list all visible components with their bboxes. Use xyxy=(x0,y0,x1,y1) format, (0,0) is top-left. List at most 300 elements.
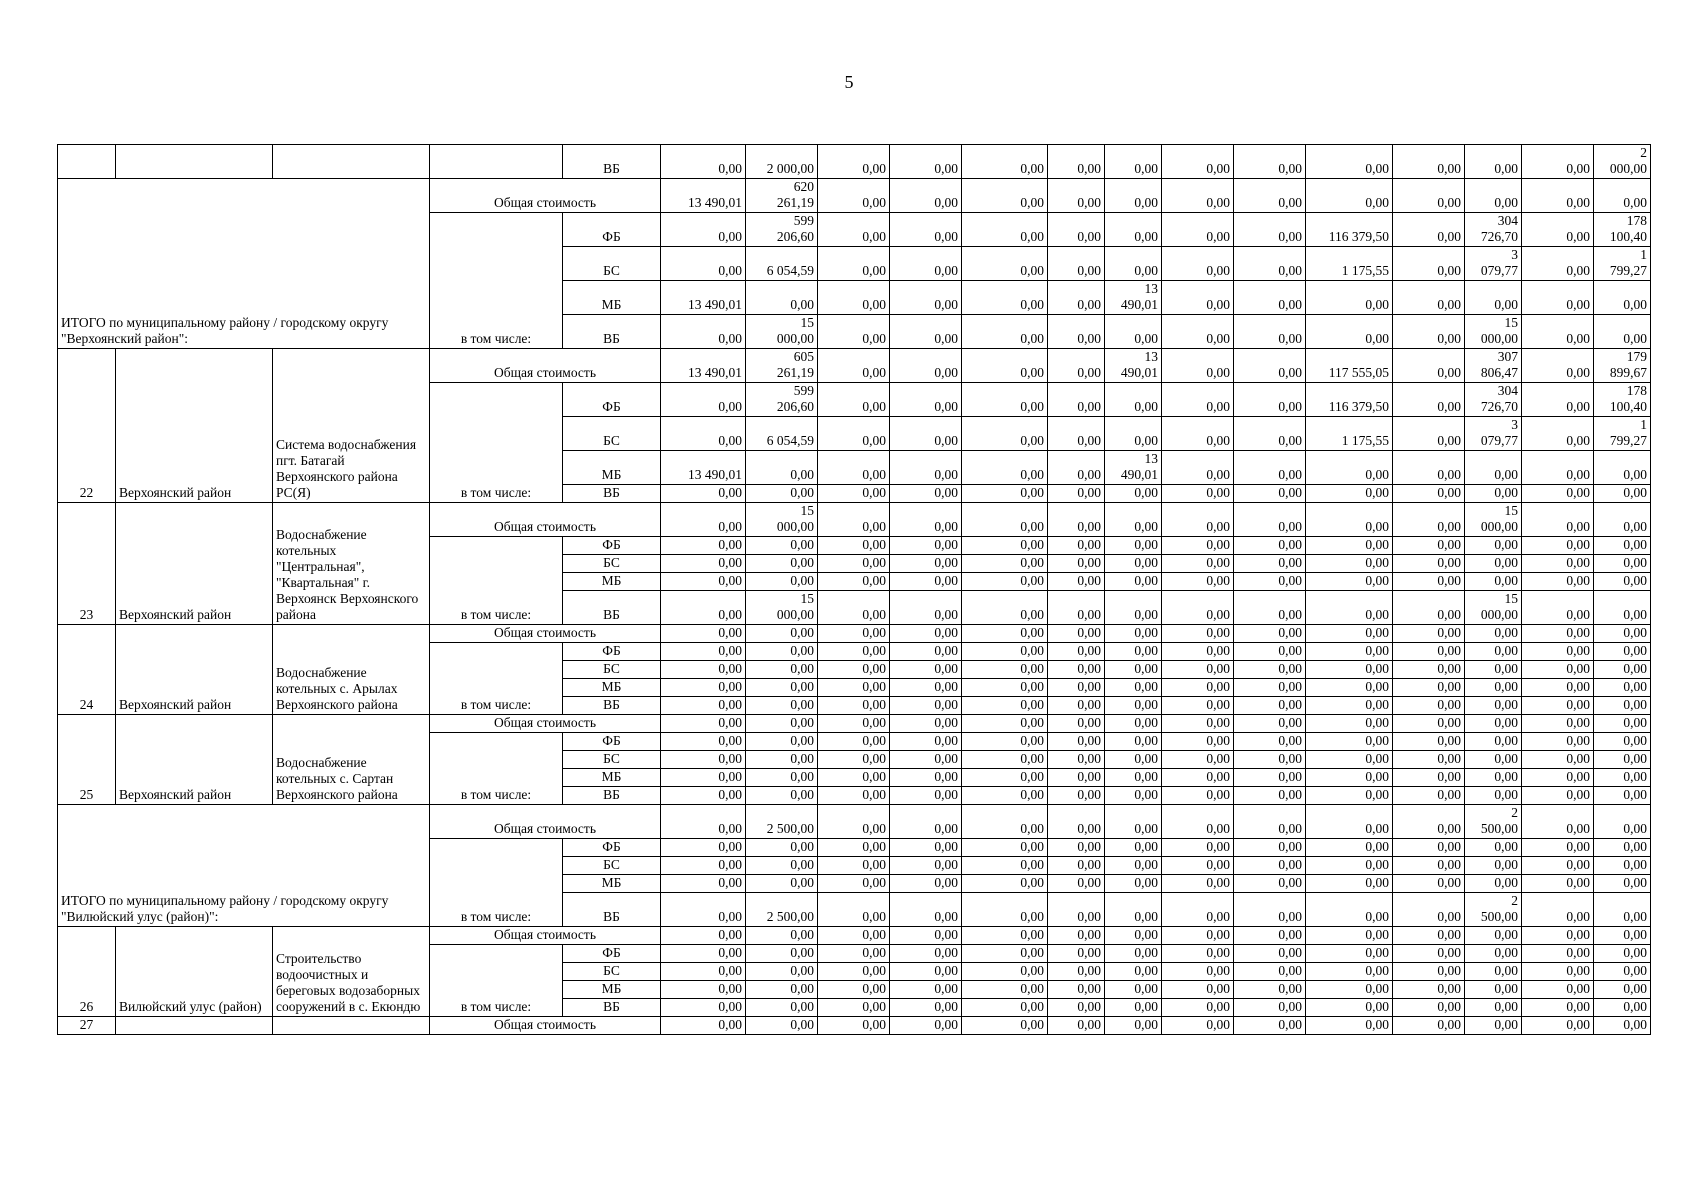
value-cell: 0,00 xyxy=(1105,857,1162,875)
value-cell: 0,00 xyxy=(1522,451,1594,485)
value-cell: 0,00 xyxy=(1594,281,1651,315)
value-cell: 0,00 xyxy=(1393,697,1465,715)
value-cell: 0,00 xyxy=(890,537,962,555)
value-cell: 0,00 xyxy=(1048,451,1105,485)
value-cell: 0,00 xyxy=(746,999,818,1017)
value-cell: 0,00 xyxy=(1048,179,1105,213)
value-cell: 0,00 xyxy=(890,751,962,769)
fund-type-label: ВБ xyxy=(563,485,661,503)
value-cell: 0,00 xyxy=(890,875,962,893)
value-cell: 0,00 xyxy=(1306,625,1393,643)
value-cell: 0,00 xyxy=(746,451,818,485)
value-cell: 304 726,70 xyxy=(1465,213,1522,247)
value-cell: 0,00 xyxy=(746,769,818,787)
value-cell: 0,00 xyxy=(1393,213,1465,247)
row-number xyxy=(58,145,116,179)
including-label: в том числе: xyxy=(430,213,563,349)
value-cell: 0,00 xyxy=(890,643,962,661)
total-cost-label: Общая стоимость xyxy=(430,503,661,537)
value-cell: 0,00 xyxy=(1105,417,1162,451)
value-cell: 0,00 xyxy=(746,281,818,315)
value-cell: 0,00 xyxy=(1393,145,1465,179)
value-cell: 0,00 xyxy=(1048,281,1105,315)
value-cell: 0,00 xyxy=(1522,945,1594,963)
value-cell: 0,00 xyxy=(818,927,890,945)
value-cell: 0,00 xyxy=(890,625,962,643)
value-cell: 0,00 xyxy=(1522,875,1594,893)
value-cell: 0,00 xyxy=(1306,805,1393,839)
value-cell: 0,00 xyxy=(1105,625,1162,643)
value-cell: 0,00 xyxy=(962,733,1048,751)
fund-type-label: ВБ xyxy=(563,787,661,805)
value-cell: 0,00 xyxy=(890,485,962,503)
value-cell: 0,00 xyxy=(1162,247,1234,281)
value-cell: 0,00 xyxy=(1465,875,1522,893)
value-cell: 0,00 xyxy=(890,839,962,857)
value-cell: 0,00 xyxy=(890,349,962,383)
value-cell: 0,00 xyxy=(1162,573,1234,591)
value-cell: 0,00 xyxy=(1393,981,1465,999)
value-cell: 0,00 xyxy=(1234,179,1306,213)
value-cell: 0,00 xyxy=(1162,281,1234,315)
value-cell: 0,00 xyxy=(818,661,890,679)
value-cell: 0,00 xyxy=(1393,281,1465,315)
value-cell: 0,00 xyxy=(890,315,962,349)
value-cell: 0,00 xyxy=(1306,945,1393,963)
value-cell: 0,00 xyxy=(1465,927,1522,945)
value-cell: 0,00 xyxy=(890,661,962,679)
value-cell: 0,00 xyxy=(1393,179,1465,213)
value-cell: 0,00 xyxy=(818,715,890,733)
value-cell: 0,00 xyxy=(1522,839,1594,857)
value-cell: 0,00 xyxy=(818,503,890,537)
district-name xyxy=(116,1017,273,1035)
value-cell: 0,00 xyxy=(818,145,890,179)
value-cell: 0,00 xyxy=(661,839,746,857)
value-cell: 0,00 xyxy=(1234,625,1306,643)
value-cell: 0,00 xyxy=(1522,179,1594,213)
value-cell: 0,00 xyxy=(1465,145,1522,179)
value-cell: 0,00 xyxy=(890,857,962,875)
value-cell: 0,00 xyxy=(1162,679,1234,697)
value-cell: 0,00 xyxy=(1465,981,1522,999)
value-cell: 0,00 xyxy=(962,661,1048,679)
value-cell: 0,00 xyxy=(962,769,1048,787)
value-cell: 0,00 xyxy=(1234,281,1306,315)
value-cell: 0,00 xyxy=(1465,643,1522,661)
value-cell: 0,00 xyxy=(1162,981,1234,999)
fund-type-label: МБ xyxy=(563,451,661,485)
value-cell: 0,00 xyxy=(746,927,818,945)
value-cell: 0,00 xyxy=(962,839,1048,857)
value-cell: 15 000,00 xyxy=(746,591,818,625)
value-cell: 0,00 xyxy=(890,679,962,697)
value-cell: 0,00 xyxy=(1162,893,1234,927)
value-cell: 0,00 xyxy=(1465,451,1522,485)
value-cell: 13 490,01 xyxy=(661,451,746,485)
value-cell: 0,00 xyxy=(1306,751,1393,769)
table-row xyxy=(58,625,1651,643)
value-cell: 0,00 xyxy=(1234,145,1306,179)
value-cell: 0,00 xyxy=(818,733,890,751)
value-cell: 0,00 xyxy=(890,503,962,537)
value-cell: 0,00 xyxy=(1594,315,1651,349)
value-cell: 0,00 xyxy=(818,679,890,697)
value-cell: 0,00 xyxy=(1234,213,1306,247)
value-cell: 0,00 xyxy=(1105,679,1162,697)
value-cell: 0,00 xyxy=(1105,733,1162,751)
value-cell: 0,00 xyxy=(746,625,818,643)
value-cell: 0,00 xyxy=(1234,769,1306,787)
value-cell: 0,00 xyxy=(818,857,890,875)
value-cell: 0,00 xyxy=(1105,1017,1162,1035)
value-cell: 0,00 xyxy=(661,485,746,503)
value-cell: 0,00 xyxy=(1048,145,1105,179)
value-cell: 0,00 xyxy=(661,383,746,417)
value-cell: 3 079,77 xyxy=(1465,417,1522,451)
value-cell: 0,00 xyxy=(818,893,890,927)
value-cell: 0,00 xyxy=(1393,661,1465,679)
including-label: в том числе: xyxy=(430,537,563,625)
row-number: 25 xyxy=(58,715,116,805)
value-cell: 0,00 xyxy=(1522,625,1594,643)
fund-type-label: ВБ xyxy=(563,145,661,179)
value-cell: 0,00 xyxy=(661,945,746,963)
value-cell: 605 261,19 xyxy=(746,349,818,383)
value-cell: 0,00 xyxy=(818,1017,890,1035)
value-cell: 0,00 xyxy=(1393,315,1465,349)
value-cell: 0,00 xyxy=(1048,661,1105,679)
value-cell: 0,00 xyxy=(1306,893,1393,927)
value-cell: 0,00 xyxy=(1162,751,1234,769)
value-cell: 0,00 xyxy=(1105,179,1162,213)
value-cell: 0,00 xyxy=(1522,247,1594,281)
value-cell: 0,00 xyxy=(1162,213,1234,247)
value-cell: 0,00 xyxy=(890,213,962,247)
value-cell: 0,00 xyxy=(661,679,746,697)
value-cell: 0,00 xyxy=(1048,537,1105,555)
value-cell: 0,00 xyxy=(1048,769,1105,787)
value-cell: 0,00 xyxy=(1234,417,1306,451)
value-cell: 2 000,00 xyxy=(1594,145,1651,179)
value-cell: 0,00 xyxy=(818,485,890,503)
value-cell: 0,00 xyxy=(661,751,746,769)
value-cell: 0,00 xyxy=(890,787,962,805)
value-cell: 0,00 xyxy=(1048,787,1105,805)
value-cell: 0,00 xyxy=(1465,555,1522,573)
value-cell: 0,00 xyxy=(1048,417,1105,451)
value-cell: 0,00 xyxy=(1048,679,1105,697)
value-cell: 0,00 xyxy=(1594,451,1651,485)
page-number: 5 xyxy=(844,72,854,92)
value-cell: 0,00 xyxy=(661,573,746,591)
value-cell: 0,00 xyxy=(1522,715,1594,733)
value-cell: 0,00 xyxy=(746,715,818,733)
value-cell: 0,00 xyxy=(1162,315,1234,349)
value-cell: 0,00 xyxy=(890,1017,962,1035)
value-cell: 0,00 xyxy=(661,417,746,451)
fund-type-label: ВБ xyxy=(563,697,661,715)
value-cell: 178 100,40 xyxy=(1594,383,1651,417)
value-cell: 0,00 xyxy=(1522,999,1594,1017)
value-cell: 0,00 xyxy=(1162,715,1234,733)
value-cell: 0,00 xyxy=(1393,999,1465,1017)
value-cell: 0,00 xyxy=(1234,875,1306,893)
value-cell: 0,00 xyxy=(661,769,746,787)
value-cell: 0,00 xyxy=(1594,787,1651,805)
total-cost-label: Общая стоимость xyxy=(430,625,661,643)
district-name xyxy=(116,145,273,179)
value-cell: 0,00 xyxy=(746,839,818,857)
fund-type-label: МБ xyxy=(563,769,661,787)
value-cell: 0,00 xyxy=(1393,927,1465,945)
row-number: 26 xyxy=(58,927,116,1017)
value-cell: 0,00 xyxy=(746,787,818,805)
value-cell: 0,00 xyxy=(1393,805,1465,839)
value-cell: 0,00 xyxy=(1306,715,1393,733)
value-cell: 0,00 xyxy=(962,573,1048,591)
fund-type-label: МБ xyxy=(563,281,661,315)
value-cell: 0,00 xyxy=(661,315,746,349)
value-cell: 0,00 xyxy=(1393,643,1465,661)
value-cell: 0,00 xyxy=(962,893,1048,927)
value-cell: 0,00 xyxy=(1594,893,1651,927)
value-cell: 0,00 xyxy=(1162,625,1234,643)
value-cell: 0,00 xyxy=(746,733,818,751)
value-cell: 0,00 xyxy=(1234,787,1306,805)
value-cell: 15 000,00 xyxy=(1465,503,1522,537)
value-cell: 0,00 xyxy=(962,451,1048,485)
total-cost-label: Общая стоимость xyxy=(430,715,661,733)
value-cell: 0,00 xyxy=(661,999,746,1017)
value-cell: 0,00 xyxy=(1105,383,1162,417)
value-cell: 0,00 xyxy=(1522,733,1594,751)
value-cell: 0,00 xyxy=(818,981,890,999)
district-name: Верхоянский район xyxy=(116,503,273,625)
value-cell: 0,00 xyxy=(661,537,746,555)
value-cell: 0,00 xyxy=(1393,503,1465,537)
value-cell: 0,00 xyxy=(1234,383,1306,417)
value-cell: 0,00 xyxy=(1465,281,1522,315)
value-cell: 0,00 xyxy=(661,661,746,679)
value-cell: 0,00 xyxy=(818,349,890,383)
value-cell: 0,00 xyxy=(1465,573,1522,591)
value-cell: 0,00 xyxy=(1048,485,1105,503)
total-label: ИТОГО по муниципальному району / городскому округу "Вилюйский улус (район)": xyxy=(58,805,430,927)
value-cell: 0,00 xyxy=(1522,751,1594,769)
value-cell: 0,00 xyxy=(818,573,890,591)
value-cell: 0,00 xyxy=(1048,857,1105,875)
value-cell: 0,00 xyxy=(1522,661,1594,679)
value-cell: 0,00 xyxy=(661,145,746,179)
value-cell: 0,00 xyxy=(1048,503,1105,537)
fund-type-label: БС xyxy=(563,751,661,769)
value-cell: 0,00 xyxy=(818,945,890,963)
fund-type-label: ФБ xyxy=(563,733,661,751)
value-cell: 0,00 xyxy=(1306,643,1393,661)
value-cell: 6 054,59 xyxy=(746,417,818,451)
value-cell: 0,00 xyxy=(1162,383,1234,417)
total-cost-label: Общая стоимость xyxy=(430,1017,661,1035)
value-cell: 0,00 xyxy=(1105,927,1162,945)
row-number: 23 xyxy=(58,503,116,625)
value-cell: 1 175,55 xyxy=(1306,247,1393,281)
value-cell: 2 000,00 xyxy=(746,145,818,179)
value-cell: 0,00 xyxy=(1522,573,1594,591)
value-cell: 0,00 xyxy=(890,383,962,417)
value-cell: 0,00 xyxy=(1594,179,1651,213)
value-cell: 0,00 xyxy=(1048,573,1105,591)
value-cell: 0,00 xyxy=(962,145,1048,179)
value-cell: 0,00 xyxy=(746,963,818,981)
value-cell: 0,00 xyxy=(1306,573,1393,591)
value-cell: 0,00 xyxy=(890,805,962,839)
value-cell: 0,00 xyxy=(1234,503,1306,537)
value-cell: 0,00 xyxy=(1234,661,1306,679)
fund-type-label: ФБ xyxy=(563,213,661,247)
value-cell: 0,00 xyxy=(962,537,1048,555)
fund-type-label: ФБ xyxy=(563,945,661,963)
value-cell: 0,00 xyxy=(661,247,746,281)
value-cell: 2 500,00 xyxy=(1465,893,1522,927)
value-cell: 0,00 xyxy=(1594,573,1651,591)
value-cell: 0,00 xyxy=(1465,715,1522,733)
value-cell: 0,00 xyxy=(1306,555,1393,573)
value-cell: 0,00 xyxy=(1393,769,1465,787)
value-cell: 0,00 xyxy=(1234,981,1306,999)
value-cell: 0,00 xyxy=(1594,485,1651,503)
value-cell: 0,00 xyxy=(890,981,962,999)
value-cell: 0,00 xyxy=(661,733,746,751)
value-cell: 0,00 xyxy=(1393,555,1465,573)
value-cell: 0,00 xyxy=(746,661,818,679)
value-cell: 1 799,27 xyxy=(1594,247,1651,281)
value-cell: 0,00 xyxy=(1162,733,1234,751)
value-cell: 0,00 xyxy=(1522,697,1594,715)
value-cell: 0,00 xyxy=(1162,875,1234,893)
value-cell: 0,00 xyxy=(962,715,1048,733)
value-cell: 0,00 xyxy=(1393,875,1465,893)
value-cell: 0,00 xyxy=(661,981,746,999)
value-cell: 0,00 xyxy=(962,981,1048,999)
value-cell: 0,00 xyxy=(1522,383,1594,417)
table-row xyxy=(58,1017,1651,1035)
value-cell: 0,00 xyxy=(1522,417,1594,451)
value-cell: 0,00 xyxy=(818,315,890,349)
value-cell: 0,00 xyxy=(661,697,746,715)
value-cell: 0,00 xyxy=(746,875,818,893)
value-cell: 0,00 xyxy=(1306,281,1393,315)
value-cell: 0,00 xyxy=(1522,349,1594,383)
value-cell: 0,00 xyxy=(1105,981,1162,999)
value-cell: 0,00 xyxy=(890,573,962,591)
value-cell: 0,00 xyxy=(1234,945,1306,963)
value-cell: 2 500,00 xyxy=(1465,805,1522,839)
value-cell: 0,00 xyxy=(661,555,746,573)
value-cell: 0,00 xyxy=(1306,503,1393,537)
fund-type-label: ВБ xyxy=(563,591,661,625)
value-cell: 0,00 xyxy=(1393,751,1465,769)
value-cell: 13 490,01 xyxy=(661,179,746,213)
value-cell: 0,00 xyxy=(1162,537,1234,555)
value-cell: 0,00 xyxy=(1465,733,1522,751)
value-cell: 0,00 xyxy=(746,555,818,573)
table-row xyxy=(58,145,1651,179)
value-cell: 0,00 xyxy=(1234,963,1306,981)
value-cell: 0,00 xyxy=(1105,839,1162,857)
value-cell: 0,00 xyxy=(1594,769,1651,787)
value-cell: 0,00 xyxy=(1522,643,1594,661)
value-cell: 0,00 xyxy=(1465,945,1522,963)
value-cell: 0,00 xyxy=(1162,697,1234,715)
value-cell: 0,00 xyxy=(1306,981,1393,999)
object-name: Система водоснабжения пгт. Батагай Верхоянского района РС(Я) xyxy=(273,349,430,503)
value-cell: 0,00 xyxy=(661,213,746,247)
district-name: Верхоянский район xyxy=(116,349,273,503)
value-cell: 0,00 xyxy=(1234,999,1306,1017)
value-cell: 0,00 xyxy=(1465,787,1522,805)
value-cell: 304 726,70 xyxy=(1465,383,1522,417)
value-cell: 0,00 xyxy=(1048,555,1105,573)
value-cell: 0,00 xyxy=(1306,537,1393,555)
value-cell: 0,00 xyxy=(890,247,962,281)
value-cell: 0,00 xyxy=(1048,751,1105,769)
value-cell: 0,00 xyxy=(962,679,1048,697)
table-row xyxy=(58,715,1651,733)
value-cell: 0,00 xyxy=(1594,999,1651,1017)
value-cell: 0,00 xyxy=(1162,417,1234,451)
value-cell: 0,00 xyxy=(1594,591,1651,625)
value-cell: 0,00 xyxy=(1162,503,1234,537)
fund-type-label: БС xyxy=(563,963,661,981)
table-row xyxy=(58,805,1651,839)
value-cell: 0,00 xyxy=(746,643,818,661)
value-cell: 0,00 xyxy=(962,315,1048,349)
value-cell: 0,00 xyxy=(1048,715,1105,733)
value-cell: 0,00 xyxy=(1105,875,1162,893)
value-cell: 0,00 xyxy=(1162,769,1234,787)
value-cell: 0,00 xyxy=(1234,451,1306,485)
value-cell: 0,00 xyxy=(746,857,818,875)
value-cell: 0,00 xyxy=(1306,697,1393,715)
value-cell: 0,00 xyxy=(1162,927,1234,945)
value-cell: 1 799,27 xyxy=(1594,417,1651,451)
value-cell: 0,00 xyxy=(661,1017,746,1035)
value-cell: 0,00 xyxy=(1048,839,1105,857)
value-cell: 0,00 xyxy=(1306,679,1393,697)
value-cell: 0,00 xyxy=(1393,537,1465,555)
value-cell: 0,00 xyxy=(1105,315,1162,349)
value-cell: 0,00 xyxy=(1594,945,1651,963)
fund-type-label: БС xyxy=(563,247,661,281)
value-cell: 0,00 xyxy=(1105,573,1162,591)
value-cell: 0,00 xyxy=(818,213,890,247)
value-cell: 0,00 xyxy=(1522,963,1594,981)
value-cell: 0,00 xyxy=(1048,349,1105,383)
value-cell: 0,00 xyxy=(1522,213,1594,247)
value-cell: 0,00 xyxy=(1594,697,1651,715)
value-cell: 0,00 xyxy=(1234,1017,1306,1035)
value-cell: 0,00 xyxy=(1234,927,1306,945)
value-cell: 0,00 xyxy=(1594,555,1651,573)
value-cell: 0,00 xyxy=(1306,875,1393,893)
object-name: Строительство водоочистных и береговых водозаборных сооружений в с. Екюндю xyxy=(273,927,430,1017)
value-cell: 0,00 xyxy=(818,451,890,485)
value-cell: 0,00 xyxy=(962,787,1048,805)
including-label: в том числе: xyxy=(430,733,563,805)
value-cell: 0,00 xyxy=(1522,1017,1594,1035)
value-cell: 0,00 xyxy=(1162,145,1234,179)
